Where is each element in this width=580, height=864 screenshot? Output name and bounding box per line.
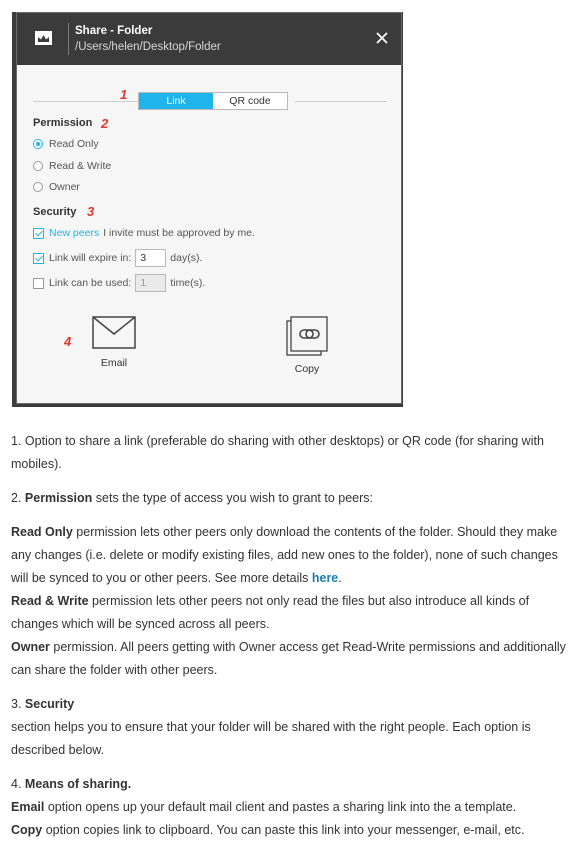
marker-3: 3: [87, 204, 95, 219]
link-expire-checkbox[interactable]: [33, 253, 44, 264]
folder-icon: [35, 31, 52, 45]
p3-prefix: 3.: [11, 697, 25, 711]
copy-desc: [11, 819, 571, 842]
p2-prefix: 2.: [11, 491, 25, 505]
link-expiry-row: [33, 249, 202, 267]
dialog-titlebar: [17, 13, 401, 65]
copy-link-icon: [286, 316, 328, 356]
read-only-text: permission lets other peers only download the contents of the folder. Should they make any changes (i.e. delete or modify existing files, add new ones to the folder), none of such changes will be synced to you or other peers. See more details: [11, 525, 558, 585]
read-only-desc: [11, 521, 571, 590]
read-write-term: Read & Write: [11, 594, 89, 608]
article-body: [11, 430, 571, 842]
tab-link[interactable]: Link: [139, 93, 213, 109]
read-write-desc: [11, 590, 571, 636]
paragraph-4: [11, 773, 571, 796]
radio-button-checked[interactable]: [33, 139, 43, 149]
close-icon[interactable]: [375, 31, 389, 45]
radio-button[interactable]: [33, 161, 43, 171]
dialog-folder-path: /Users/helen/Desktop/Folder: [75, 41, 221, 53]
here-link[interactable]: here: [311, 571, 339, 585]
paragraph-3: [11, 693, 571, 762]
email-label: Email: [100, 357, 128, 369]
link-usage-label: Link can be used:: [49, 277, 132, 289]
radio-label: Read Only: [49, 138, 99, 150]
tab-qr-code[interactable]: QR code: [229, 95, 271, 107]
radio-label: Owner: [49, 181, 80, 193]
p4-bold: Means of sharing.: [24, 777, 132, 791]
share-folder-dialog: [16, 12, 402, 404]
p3-bold: Security: [24, 697, 75, 711]
email-share-button[interactable]: [91, 316, 137, 369]
envelope-icon: [92, 316, 136, 350]
radio-owner[interactable]: [33, 181, 80, 193]
read-only-end: .: [338, 571, 342, 585]
paragraph-1: 1. Option to share a link (preferable do sharing with other desktops) or QR code (for sharing with mobiles).: [11, 434, 544, 471]
owner-term: Owner: [11, 640, 50, 654]
tab-divider-right: [295, 101, 387, 102]
owner-text: permission. All peers getting with Owner access get Read-Write permissions and additionally can share the folder with other peers.: [11, 640, 566, 677]
expire-unit: day(s).: [170, 252, 203, 264]
tab-divider-left: [33, 101, 145, 102]
radio-button[interactable]: [33, 182, 43, 192]
usage-unit: time(s).: [170, 277, 206, 289]
email-desc: [11, 796, 571, 819]
paragraph-2: [11, 487, 571, 510]
new-peers-link[interactable]: New peers: [49, 227, 100, 239]
copy-text: option copies link to clipboard. You can paste this link into your messenger, e-mail, etc.: [42, 823, 525, 837]
usage-count-input[interactable]: [135, 274, 166, 292]
radio-read-only[interactable]: [33, 138, 99, 150]
p2-text: sets the type of access you wish to grant to peers:: [92, 491, 373, 505]
read-write-text: permission lets other peers not only read the files but also introduce all kinds of changes which will be synced across all peers.: [11, 594, 530, 631]
copy-term: Copy: [11, 823, 43, 837]
copy-share-button[interactable]: [285, 316, 329, 375]
p2-bold: Permission: [24, 491, 93, 505]
email-text: option opens up your default mail client and pastes a sharing link into the a template.: [44, 800, 517, 814]
screenshot-frame: [12, 12, 403, 407]
p4-prefix: 4.: [11, 777, 25, 791]
p3-text: section helps you to ensure that your folder will be shared with the right people. Each option is described below.: [11, 720, 531, 757]
email-term: Email: [11, 800, 45, 814]
marker-4: 4: [64, 334, 72, 349]
radio-label: Read & Write: [49, 160, 112, 172]
new-peers-checkbox[interactable]: [33, 228, 44, 239]
security-heading: Security: [33, 206, 77, 218]
share-mode-tabs: [138, 92, 288, 110]
marker-2: 2: [101, 116, 109, 131]
link-usage-row: [33, 274, 205, 292]
marker-1: 1: [120, 87, 128, 102]
read-only-term: Read Only: [11, 525, 73, 539]
radio-read-write[interactable]: [33, 160, 111, 172]
copy-label: Copy: [294, 363, 320, 375]
owner-desc: [11, 636, 571, 682]
expire-days-input[interactable]: [135, 249, 166, 267]
title-separator: [68, 23, 69, 55]
new-peers-text: I invite must be approved by me.: [103, 227, 255, 239]
link-usage-checkbox[interactable]: [33, 278, 44, 289]
link-expire-label: Link will expire in:: [49, 252, 132, 264]
permission-heading: Permission: [33, 117, 93, 129]
new-peers-approval-row: [33, 227, 255, 239]
dialog-title: Share - Folder: [75, 25, 153, 37]
